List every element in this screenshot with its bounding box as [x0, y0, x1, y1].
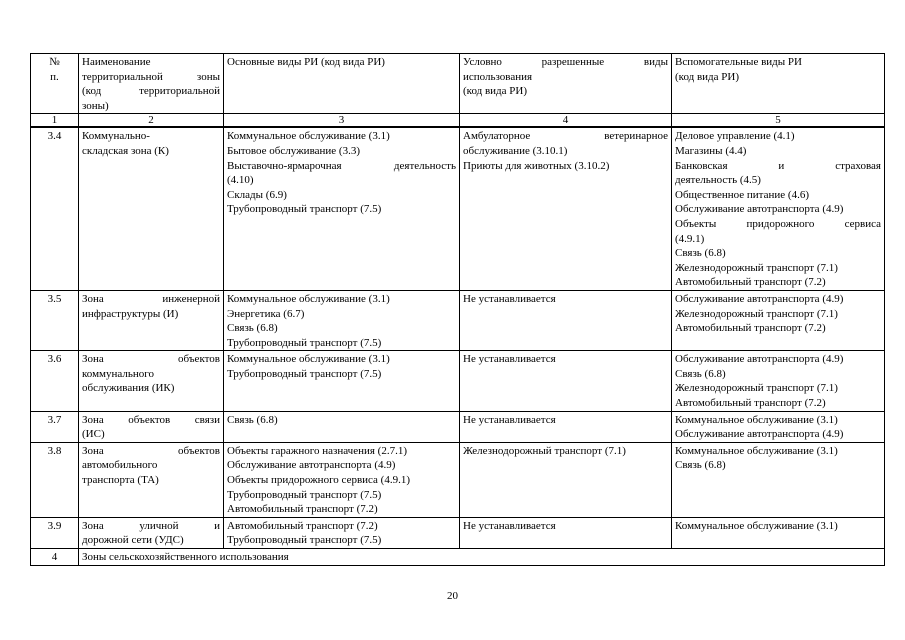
- cell-line: Энергетика (6.7): [227, 307, 305, 320]
- cell-line: Объекты гаражного назначения (2.7.1): [227, 444, 408, 457]
- cell-line: (ИС): [82, 428, 105, 441]
- cell-line: Зона объектов связи: [82, 413, 220, 426]
- cell-line: Не устанавливается: [463, 292, 556, 305]
- cell-line: Связь (6.8): [675, 367, 726, 380]
- zone-name-cell: [79, 442, 224, 517]
- conditional-uses-cell: [460, 127, 672, 290]
- cell-line: Автомобильный транспорт (7.2): [227, 519, 378, 532]
- cell-line: Связь (6.8): [227, 322, 278, 335]
- cell-line: Обслуживание автотранспорта (4.9): [675, 292, 844, 305]
- auxiliary-uses-cell: [672, 127, 885, 290]
- cell-line: Автомобильный транспорт (7.2): [227, 503, 378, 516]
- cell-line: Автомобильный транспорт (7.2): [675, 276, 826, 289]
- column-number: 4: [460, 114, 672, 128]
- header-line: Основные виды РИ (код вида РИ): [227, 56, 385, 68]
- cell-line: Коммунальное обслуживание (3.1): [227, 130, 390, 143]
- row-number: 3.7: [31, 411, 79, 442]
- cell-line: Трубопроводный транспорт (7.5): [227, 367, 382, 380]
- page-number: 20: [447, 590, 458, 602]
- cell-line: Трубопроводный транспорт (7.5): [227, 336, 382, 349]
- header-line: использования: [463, 70, 533, 83]
- cell-line: Общественное питание (4.6): [675, 188, 809, 201]
- cell-line: Автомобильный транспорт (7.2): [675, 397, 826, 410]
- row-number: 3.8: [31, 442, 79, 517]
- table-row: [31, 127, 885, 290]
- section-row: [31, 549, 885, 566]
- cell-line: инфраструктуры (И): [82, 307, 179, 320]
- auxiliary-uses-cell: [672, 411, 885, 442]
- cell-line: Коммунально-: [82, 130, 150, 143]
- header-line: Условно разрешенные виды: [463, 56, 668, 68]
- cell-line: Зона уличной и: [82, 519, 220, 532]
- cell-line: складская зона (К): [82, 144, 169, 157]
- main-uses-cell: [224, 351, 460, 411]
- auxiliary-uses-cell: [672, 517, 885, 548]
- cell-line: (4.9.1): [675, 232, 705, 245]
- auxiliary-uses-cell: [672, 290, 885, 350]
- cell-line: Обслуживание автотранспорта (4.9): [675, 203, 844, 216]
- cell-line: Не устанавливается: [463, 413, 556, 426]
- header-col-auxiliary-uses: [672, 54, 885, 114]
- cell-line: Не устанавливается: [463, 353, 556, 366]
- cell-line: Железнодорожный транспорт (7.1): [675, 261, 838, 274]
- header-col-main-uses: [224, 54, 460, 114]
- header-row: [31, 54, 885, 114]
- zone-name-cell: [79, 411, 224, 442]
- cell-line: Обслуживание автотранспорта (4.9): [675, 428, 844, 441]
- row-number: 3.5: [31, 290, 79, 350]
- cell-line: обслуживания (ИК): [82, 382, 175, 395]
- table-row: [31, 290, 885, 350]
- cell-line: Деловое управление (4.1): [675, 130, 795, 143]
- cell-line: Приюты для животных (3.10.2): [463, 159, 610, 172]
- cell-line: Объекты придорожного сервиса: [675, 217, 881, 230]
- cell-line: Обслуживание автотранспорта (4.9): [675, 353, 844, 366]
- cell-line: Выставочно-ярмарочная деятельность: [227, 159, 456, 172]
- cell-line: Железнодорожный транспорт (7.1): [675, 307, 838, 320]
- header-line: №: [49, 56, 60, 68]
- cell-line: Коммунальное обслуживание (3.1): [227, 292, 390, 305]
- table-row: [31, 411, 885, 442]
- table-row: [31, 351, 885, 411]
- cell-line: Банковская и страховая: [675, 159, 881, 172]
- header-col-conditional-uses: [460, 54, 672, 114]
- header-line: (код вида РИ): [675, 70, 740, 83]
- conditional-uses-cell: [460, 290, 672, 350]
- cell-line: Связь (6.8): [675, 247, 726, 260]
- main-uses-cell: [224, 517, 460, 548]
- zone-name-cell: [79, 127, 224, 290]
- auxiliary-uses-cell: [672, 351, 885, 411]
- cell-line: Трубопроводный транспорт (7.5): [227, 203, 382, 216]
- zone-name-cell: [79, 517, 224, 548]
- header-line: Вспомогательные виды РИ: [675, 56, 802, 68]
- column-number: 1: [31, 114, 79, 128]
- cell-line: Коммунальное обслуживание (3.1): [675, 519, 838, 532]
- cell-line: Трубопроводный транспорт (7.5): [227, 488, 382, 501]
- cell-line: Железнодорожный транспорт (7.1): [463, 444, 626, 457]
- zones-table: [30, 53, 885, 566]
- main-uses-cell: [224, 127, 460, 290]
- cell-line: Склады (6.9): [227, 188, 287, 201]
- cell-line: коммунального: [82, 367, 154, 380]
- main-uses-cell: [224, 442, 460, 517]
- table-row: [31, 442, 885, 517]
- cell-line: Зона инженерной: [82, 292, 220, 305]
- cell-line: дорожной сети (УДС): [82, 534, 184, 547]
- zone-name-cell: [79, 351, 224, 411]
- row-number: 3.9: [31, 517, 79, 548]
- cell-line: Связь (6.8): [675, 459, 726, 472]
- header-line: Наименование: [82, 56, 151, 68]
- cell-line: автомобильного: [82, 459, 158, 472]
- header-col-zone-name: [79, 54, 224, 114]
- cell-line: Коммунальное обслуживание (3.1): [675, 413, 838, 426]
- cell-line: Бытовое обслуживание (3.3): [227, 144, 360, 157]
- conditional-uses-cell: [460, 351, 672, 411]
- header-line: п.: [50, 70, 59, 83]
- column-number: 2: [79, 114, 224, 128]
- section-number: 4: [31, 549, 79, 566]
- cell-line: Трубопроводный транспорт (7.5): [227, 534, 382, 547]
- cell-line: обслуживание (3.10.1): [463, 144, 568, 157]
- table-row: [31, 517, 885, 548]
- cell-line: Магазины (4.4): [675, 144, 747, 157]
- conditional-uses-cell: [460, 411, 672, 442]
- row-number: 3.4: [31, 127, 79, 290]
- conditional-uses-cell: [460, 442, 672, 517]
- header-col-number: [31, 54, 79, 114]
- cell-line: Коммунальное обслуживание (3.1): [675, 444, 838, 457]
- header-line: (код территориальной: [82, 85, 220, 98]
- cell-line: Зона объектов: [82, 444, 220, 457]
- cell-line: Связь (6.8): [227, 413, 278, 426]
- auxiliary-uses-cell: [672, 442, 885, 517]
- section-title: Зоны сельскохозяйственного использования: [79, 549, 885, 566]
- zone-name-cell: [79, 290, 224, 350]
- column-numbers-row: [31, 114, 885, 128]
- cell-line: транспорта (ТА): [82, 474, 159, 487]
- header-line: территориальной зоны: [82, 70, 220, 83]
- column-number: 5: [672, 114, 885, 128]
- cell-line: деятельность (4.5): [675, 174, 761, 187]
- cell-line: Не устанавливается: [463, 519, 556, 532]
- column-number: 3: [224, 114, 460, 128]
- cell-line: (4.10): [227, 174, 254, 187]
- cell-line: Коммунальное обслуживание (3.1): [227, 353, 390, 366]
- main-uses-cell: [224, 290, 460, 350]
- conditional-uses-cell: [460, 517, 672, 548]
- cell-line: Обслуживание автотранспорта (4.9): [227, 459, 396, 472]
- main-uses-cell: [224, 411, 460, 442]
- document-page: [30, 53, 884, 566]
- cell-line: Объекты придорожного сервиса (4.9.1): [227, 474, 411, 487]
- row-number: 3.6: [31, 351, 79, 411]
- cell-line: Железнодорожный транспорт (7.1): [675, 382, 838, 395]
- header-line: зоны): [82, 99, 109, 112]
- cell-line: Зона объектов: [82, 353, 220, 366]
- cell-line: Амбулаторное ветеринарное: [463, 130, 668, 143]
- cell-line: Автомобильный транспорт (7.2): [675, 322, 826, 335]
- header-line: (код вида РИ): [463, 85, 528, 98]
